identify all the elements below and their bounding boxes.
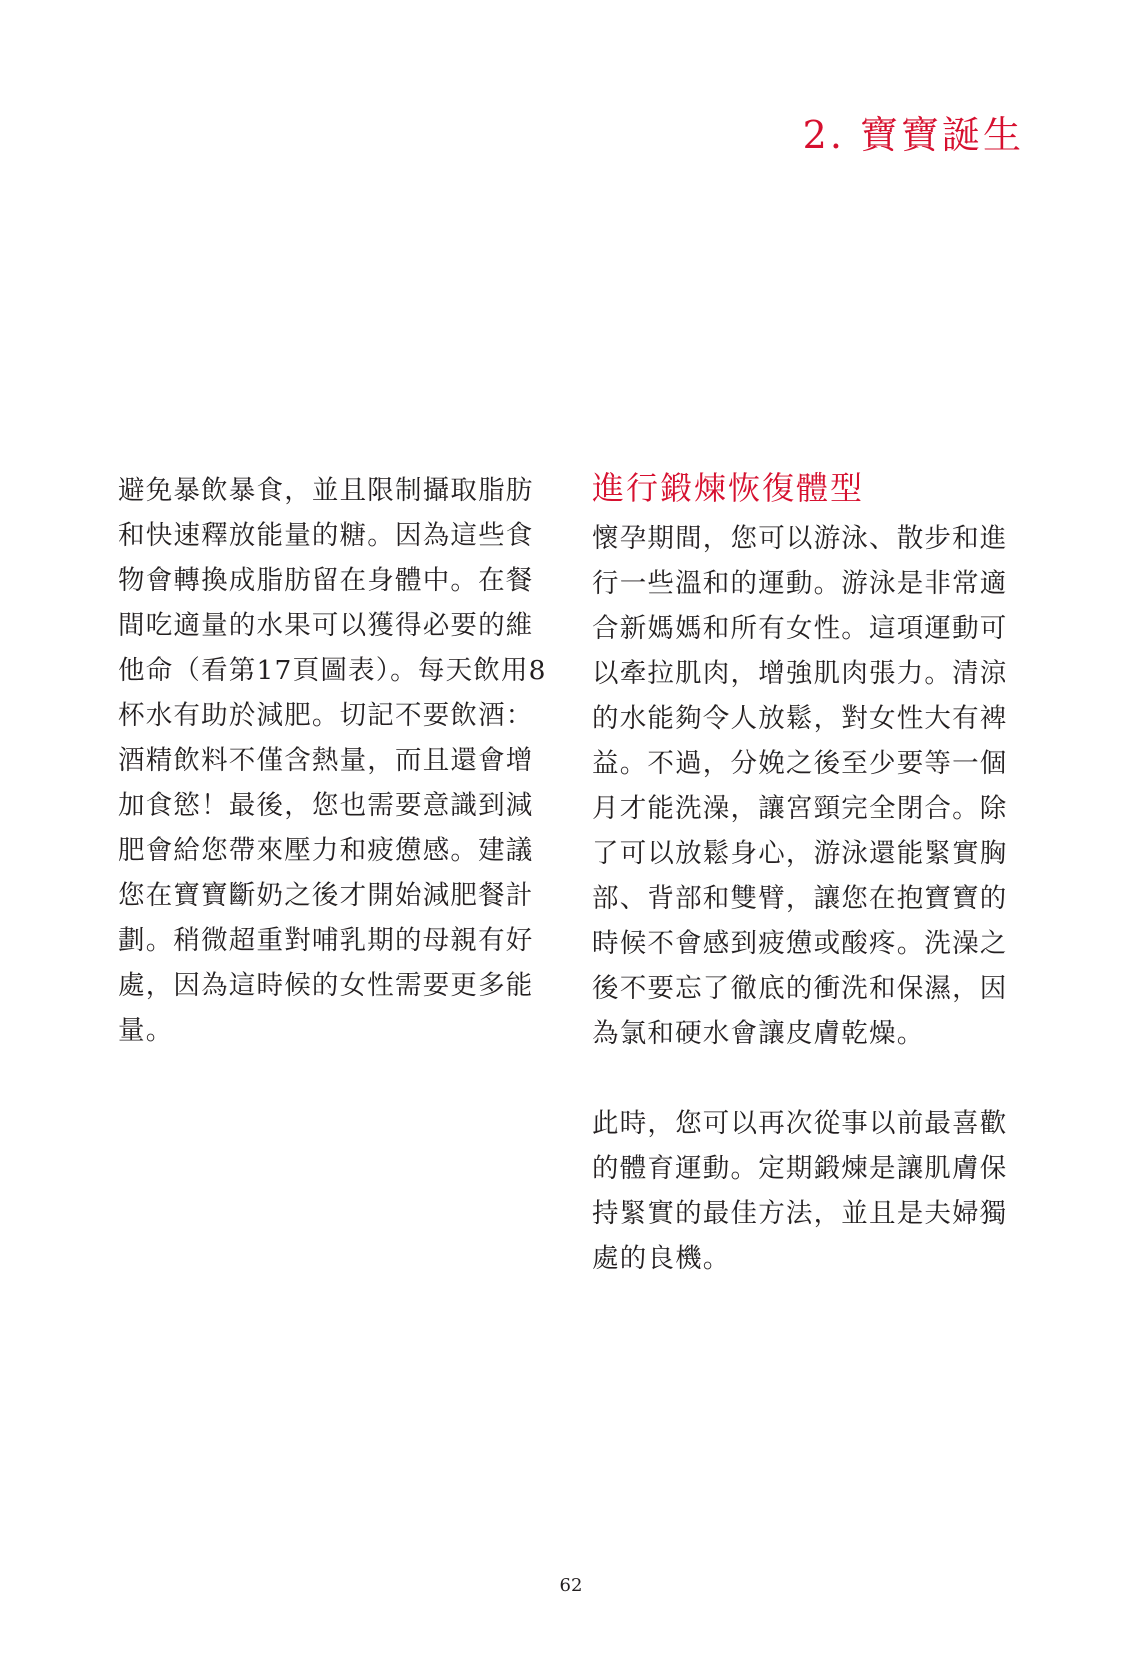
text-line: 了可以放鬆身心，游泳還能緊實胸 [592,838,1008,869]
left-column [118,468,558,1053]
text-line: 間吃適量的水果可以獲得必要的維 [118,610,534,641]
text-line: 行一些溫和的運動。游泳是非常適 [592,568,1008,599]
text-line: 加食慾！最後，您也需要意識到減 [118,790,534,821]
right-paragraph-2 [592,1101,1032,1281]
text-line: 部、背部和雙臂，讓您在抱寶寶的 [592,883,1008,914]
page-number: 62 [559,1575,583,1596]
text-line: 肥會給您帶來壓力和疲憊感。建議 [118,835,534,866]
right-paragraph-1 [592,516,1032,1056]
text-line: 您在寶寶斷奶之後才開始減肥餐計 [118,880,534,911]
paragraph-spacer [592,1056,1032,1101]
section-heading: 進行鍛煉恢復體型 [592,469,865,507]
left-paragraph [118,468,558,1053]
text-line: 物會轉換成脂肪留在身體中。在餐 [118,565,534,596]
text-line: 處，因為這時候的女性需要更多能 [118,970,534,1001]
text-line: 此時，您可以再次從事以前最喜歡 [592,1108,1008,1139]
text-line: 以牽拉肌肉，增強肌肉張力。清涼 [592,658,1008,689]
text-line: 和快速釋放能量的糖。因為這些食 [118,520,534,551]
text-line: 後不要忘了徹底的衝洗和保濕，因 [592,973,1008,1004]
text-line: 持緊實的最佳方法，並且是夫婦獨 [592,1198,1008,1229]
text-line: 他命（看第17頁圖表）。每天飲用8 [118,655,547,686]
text-line: 時候不會感到疲憊或酸疼。洗澡之 [592,928,1008,959]
text-line: 處的良機。 [592,1243,731,1274]
text-line: 懷孕期間，您可以游泳、散步和進 [592,523,1008,554]
text-line: 為氯和硬水會讓皮膚乾燥。 [592,1018,925,1049]
text-line: 合新媽媽和所有女性。這項運動可 [592,613,1008,644]
text-line: 的水能夠令人放鬆，對女性大有裨 [592,703,1008,734]
text-line: 避免暴飲暴食，並且限制攝取脂肪 [118,475,534,506]
text-line: 量。 [118,1015,174,1046]
text-line: 酒精飲料不僅含熱量，而且還會增 [118,745,534,776]
text-line: 月才能洗澡，讓宮頸完全閉合。除 [592,793,1008,824]
chapter-title: 2. 寶寶誕生 [802,113,1024,157]
text-line: 劃。稍微超重對哺乳期的母親有好 [118,925,534,956]
text-line: 的體育運動。定期鍛煉是讓肌膚保 [592,1153,1008,1184]
text-line: 益。不過，分娩之後至少要等一個 [592,748,1008,779]
text-line: 杯水有助於減肥。切記不要飲酒： [118,700,534,731]
right-column [592,466,1032,1281]
